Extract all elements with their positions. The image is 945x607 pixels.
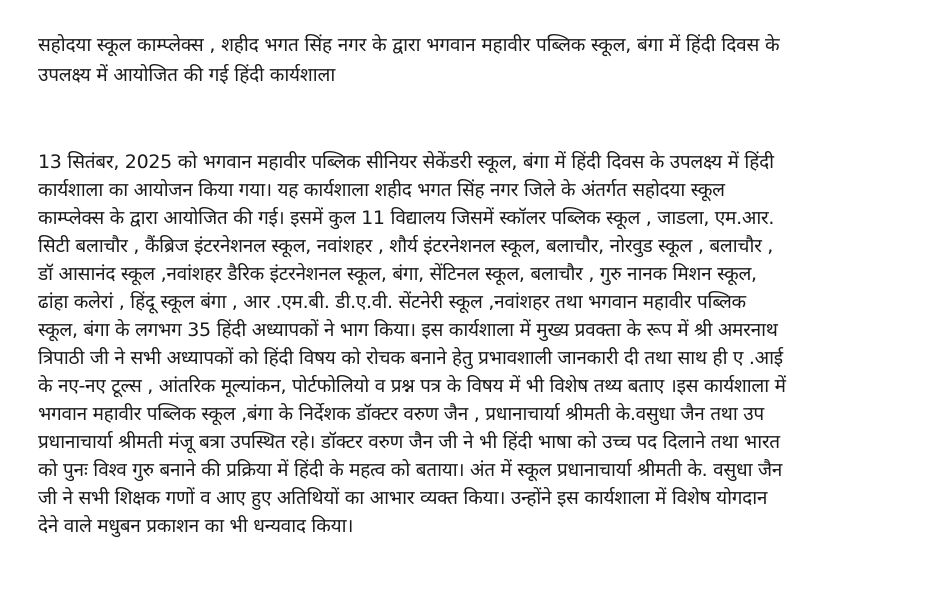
body-line-4: सिटी बलाचौर , कैंब्रिज इंटरनेशनल स्कूल, नवांशहर , शौर्य इंटरनेशनल स्कूल, बलाचौर, नोरवुड स्कूल , बलाचौर , xyxy=(38,235,774,257)
title-line-2: उपलक्ष्य में आयोजित की गई हिंदी कार्यशाला xyxy=(38,64,336,86)
body-line-11: प्रधानाचार्या श्रीमती मंजू बत्रा उपस्थित रहे। डॉक्टर वरुण जैन जी ने भी हिंदी भाषा को उच्च पद दिलाने तथा भारत xyxy=(38,431,780,453)
body-line-1: 13 सितंबर, 2025 को भगवान महावीर पब्लिक सीनियर सेकेंडरी स्कूल, बंगा में हिंदी दिवस के उपलक्ष्य में हिंदी xyxy=(38,151,774,173)
body-line-14: देने वाले मधुबन प्रकाशन का भी धन्यवाद किया। xyxy=(38,515,354,537)
body-line-10: भगवान महावीर पब्लिक स्कूल ,बंगा के निर्देशक डॉक्टर वरुण जैन , प्रधानाचार्या श्रीमती के.वसुधा जैन तथा उप xyxy=(38,403,764,425)
body-line-7: स्कूल, बंगा के लगभग 35 हिंदी अध्यापकों ने भाग किया। इस कार्यशाला में मुख्य प्रवक्ता के रूप में श्री अमरनाथ xyxy=(38,319,778,341)
body-line-6: ढांहा कलेरां , हिंदू स्कूल बंगा , आर .एम.बी. डी.ए.वी. सेंटनेरी स्कूल ,नवांशहर तथा भगवान महावीर पब्लिक xyxy=(38,291,746,313)
body-line-5: डॉ आसानंद स्कूल ,नवांशहर डैरिक इंटरनेशनल स्कूल, बंगा, सेंटिनल स्कूल, बलाचौर , गुरु नानक मिशन स्कूल, xyxy=(38,263,757,285)
body-line-13: जी ने सभी शिक्षक गणों व आए हुए अतिथियों का आभार व्यक्त किया। उन्होंने इस कार्यशाला में विशेष योगदान xyxy=(38,487,768,509)
body-line-8: त्रिपाठी जी ने सभी अध्यापकों को हिंदी विषय को रोचक बनाने हेतु प्रभावशाली जानकारी दी तथा साथ ही ए .आई xyxy=(38,347,783,369)
body-line-12: को पुनः विश्व गुरु बनाने की प्रक्रिया में हिंदी के महत्व को बताया। अंत में स्कूल प्रधानाचार्या श्रीमती के. वसुधा जैन xyxy=(38,459,783,481)
document-body xyxy=(38,148,918,540)
title-line-1: सहोदया स्कूल काम्प्लेक्स , शहीद भगत सिंह नगर के द्वारा भगवान महावीर पब्लिक स्कूल, बंगा में हिंदी दिवस के xyxy=(38,34,780,56)
body-line-9: के नए-नए टूल्स , आंतरिक मूल्यांकन, पोर्टफोलियो व प्रश्न पत्र के विषय में भी विशेष तथ्य बताए ।इस कार्यशाला में xyxy=(38,375,786,397)
document-title xyxy=(38,30,918,90)
body-line-2: कार्यशाला का आयोजन किया गया। यह कार्यशाला शहीद भगत सिंह नगर जिले के अंतर्गत सहोदया स्कूल xyxy=(38,179,725,201)
body-line-3: काम्प्लेक्स के द्वारा आयोजित की गई। इसमें कुल 11 विद्यालय जिसमें स्कॉलर पब्लिक स्कूल , जाडला, एम.आर. xyxy=(38,207,775,229)
